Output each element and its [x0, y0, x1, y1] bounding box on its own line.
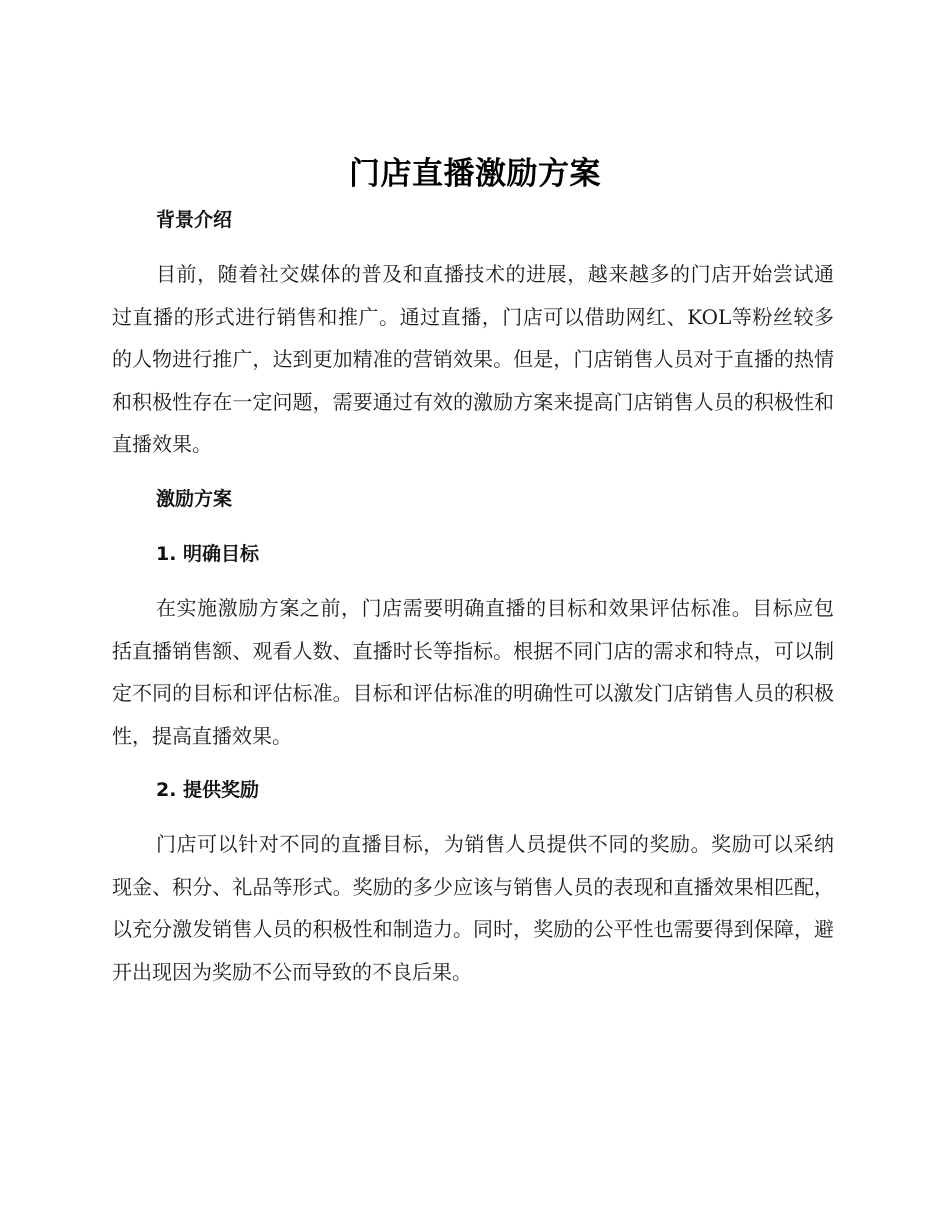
page-title: 门店直播激励方案: [349, 156, 601, 192]
section-paragraph-background: 目前，随着社交媒体的普及和直播技术的进展，越来越多的门店开始尝试通过直播的形式进行销售和推广。通过直播，门店可以借助网红、KOL等粉丝较多的人物进行推广，达到更加精准的营销效果。但是，门店销售人员对于直播的热情和积极性存在一定问题，需要通过有效的激励方案来提高门店销售人员的积极性和直播效果。: [112, 262, 834, 456]
section-heading-clear-goals: 1. 明确目标: [156, 543, 260, 565]
section-paragraph-clear-goals: 在实施激励方案之前，门店需要明确直播的目标和效果评估标准。目标应包括直播销售额、观看人数、直播时长等指标。根据不同门店的需求和特点，可以制定不同的目标和评估标准。目标和评估标准的明确性可以激发门店销售人员的积极性，提高直播效果。: [112, 596, 834, 748]
section-heading-provide-rewards: 2. 提供奖励: [156, 779, 260, 801]
section-heading-incentive-plan: 激励方案: [156, 488, 233, 510]
section-paragraph-provide-rewards: 门店可以针对不同的直播目标，为销售人员提供不同的奖励。奖励可以采纳现金、积分、礼品等形式。奖励的多少应该与销售人员的表现和直播效果相匹配，以充分激发销售人员的积极性和制造力。同时，奖励的公平性也需要得到保障，避开出现因为奖励不公而导致的不良后果。: [112, 832, 834, 984]
section-heading-background: 背景介绍: [156, 209, 233, 231]
